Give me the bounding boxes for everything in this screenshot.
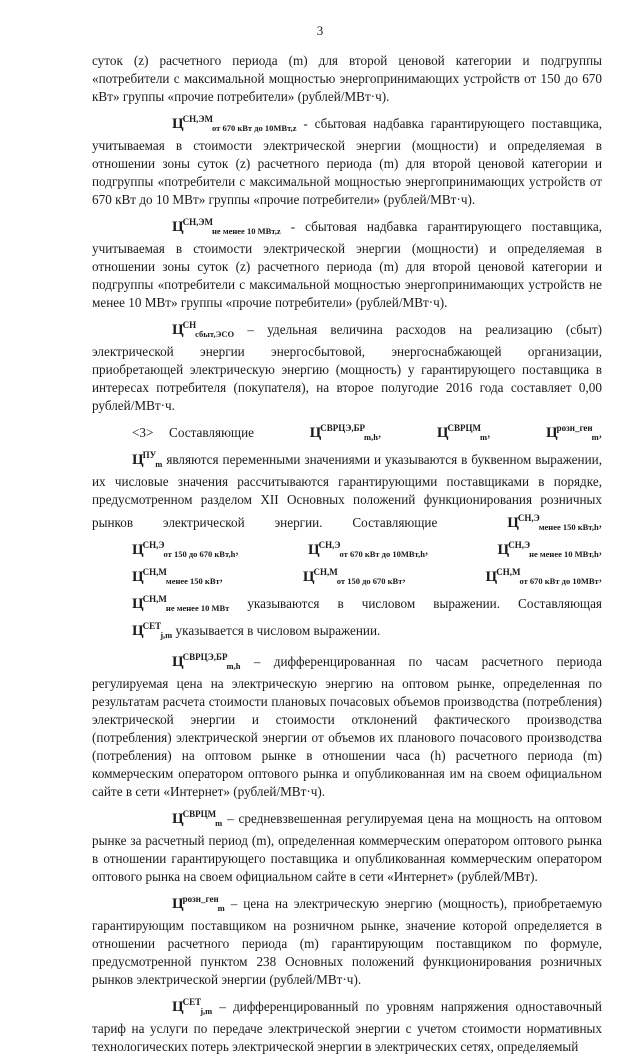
formula-symbol: $Ц^{СН}_{сбыт,ЭСО}$ [172,320,235,339]
paragraph-ch-em-10mw: $Ц^{СН,ЭМ}_{не менее 10 МВт,z}$ - сбытовая надбавка гарантирующего поставщика, учитываемая в стоимости электрической энергии (мощности) и определяемая в отношении зоны суток (z) расчетного периода (m) для второй ценовой категории и подгруппы «потребители с максимальной мощностью энергопринимающих устройств не менее 10 МВт» группы «прочие потребители» (рублей/МВт·ч). [92,213,602,312]
formula-symbol: $Ц^{СН,М}_{не менее 10 МВт}$ [132,594,230,613]
formula-symbol: $Ц^{СН,Э}_{не менее 10 МВт,h}$ [497,540,599,559]
formula-symbol: $Ц^{СН,М}_{от 150 до 670 кВт}$ [302,567,403,586]
formula-symbol: $Ц^{СН,Э}_{от 150 до 670 кВт,h}$ [132,540,236,559]
formula-symbol: $Ц^{СН,ЭМ}_{не менее 10 МВт,z}$ [172,217,281,236]
formula-symbol: $Ц^{розн\_ген}_m$ [545,423,599,442]
formula-symbol: $Ц^{СЕТ}_{j,m}$ [172,997,213,1016]
formula-symbol: $Ц^{СН,ЭМ}_{от 670 кВт до 10МВт,z}$ [172,114,297,133]
paragraph-rozn-gen: $Ц^{розн\_ген}_m$ – цена на электрическую энергию (мощность), приобретаемую гарантирующим поставщиком на розничном рынке, значение которой определяется в отношении расчетного периода (m) гарантирующим поставщиком по формуле, предусмотренной пунктом 238 Основных положений функционирования розничных рынков электрической энергии (рублей/МВт·ч). [92,890,602,989]
document-body [92,52,602,1056]
formula-symbol: $Ц^{СВРЦЭ,БР}_{m,h}$ [172,652,241,671]
formula-symbol: $Ц^{ПУ}_m$ [132,450,163,469]
page-number: 3 [316,23,324,38]
paragraph-footnote-3: <3> Составляющие $Ц^{СВРЦЭ,БР}_{m,h}$, $Ц^{СВРЦМ}_m$, $Ц^{розн\_ген}_m$, $Ц^{ПУ}_m$ являются переменными значениями и указываются в буквенном выражении, их числовые значения рассчитываются гарантирующими поставщиками в порядке, предусмотренном разделом XII Основных положений функционирования розничных рынков электрической энергии. Составляющие $Ц^{СН,Э}_{менее 150 кВт,h}$, $Ц^{СН,Э}_{от 150 до 670 кВт,h}$, $Ц^{СН,Э}_{от 670 кВт до 10МВт,h}$, $Ц^{СН,Э}_{не менее 10 МВт,h}$, $Ц^{СН,М}_{менее 150 кВт}$, $Ц^{СН,М}_{от 150 до 670 кВт}$, $Ц^{СН,М}_{от 670 кВт до 10МВт}$, $Ц^{СН,М}_{не менее 10 МВт}$ указываются в числовом выражении. Составляющая $Ц^{СЕТ}_{j,m}$ указывается в числовом выражении. [92,419,602,644]
paragraph-ch-sbyt-eso: $Ц^{СН}_{сбыт,ЭСО}$ – удельная величина расходов на реализацию (сбыт) электрической энергии энергосбытовой, энергоснабжающей организации, приобретающей электрическую энергию (мощность) у гарантирующего поставщика в интересах потребителя (покупателя), на второе полугодие 2016 года составляет 0,00 рублей/МВт·ч. [92,316,602,415]
paragraph-ch-em-670-10mw: $Ц^{СН,ЭМ}_{от 670 кВт до 10МВт,z}$ - сбытовая надбавка гарантирующего поставщика, учитываемая в стоимости электрической энергии (мощности) и определяемая в отношении зоны суток (z) расчетного периода (m) для второй ценовой категории и подгруппы «потребители с максимальной мощностью энергопринимающих устройств от 670 кВт до 10 МВт» группы «прочие потребители» (рублей/МВт·ч). [92,110,602,209]
paragraph-continuation: суток (z) расчетного периода (m) для второй ценовой категории и подгруппы «потребители с максимальной мощностью энергопринимающих устройств от 150 до 670 кВт» группы «прочие потребители» (рублей/МВт·ч). [92,53,602,104]
formula-symbol: $Ц^{СН,Э}_{менее 150 кВт,h}$ [507,513,599,532]
paragraph-set: $Ц^{СЕТ}_{j,m}$ – дифференцированный по уровням напряжения одноставочный тариф на услуги по передаче электрической энергии с учетом стоимости нормативных технологических потерь электрической энергии в электрических сетях, определяемый [92,993,602,1056]
formula-symbol: $Ц^{СН,М}_{от 670 кВт до 10МВт}$ [485,567,599,586]
formula-symbol: $Ц^{СН,Э}_{от 670 кВт до 10МВт,h}$ [307,540,425,559]
paragraph-svrcm: $Ц^{СВРЦМ}_m$ – средневзвешенная регулируемая цена на мощность на оптовом рынке за расчетный период (m), определенная коммерческим оператором оптового рынка в отношении гарантирующего поставщика и опубликованная коммерческим оператором оптового рынка на своем официальном сайте в сети «Интернет» (рублей/МВт). [92,805,602,886]
formula-symbol: $Ц^{СВРЦЭ,БР}_{m,h}$ [309,423,378,442]
paragraph-svrce-br: $Ц^{СВРЦЭ,БР}_{m,h}$ – дифференцированная по часам расчетного периода регулируемая цена на электрическую энергию на оптовом рынке, определенная по результатам расчета стоимости плановых почасовых объемов производства (потребления) электрической энергии и стоимости отклонений фактического производства (потребления) электрической энергии от объемов их планового почасового производства (потребления) на оптовом рынке в отношении часа (h) расчетного периода (m) коммерческим оператором оптового рынка и опубликованная им на своем официальном сайте в сети «Интернет» (рублей/МВт·ч). [92,648,602,801]
formula-symbol: $Ц^{СВРЦМ}_m$ [172,809,223,828]
formula-symbol: $Ц^{СВРЦМ}_m$ [436,423,488,442]
formula-symbol: $Ц^{СН,М}_{менее 150 кВт}$ [132,567,220,586]
formula-symbol: $Ц^{розн\_ген}_m$ [172,894,225,913]
formula-symbol: $Ц^{СЕТ}_{j,m}$ [132,621,173,640]
